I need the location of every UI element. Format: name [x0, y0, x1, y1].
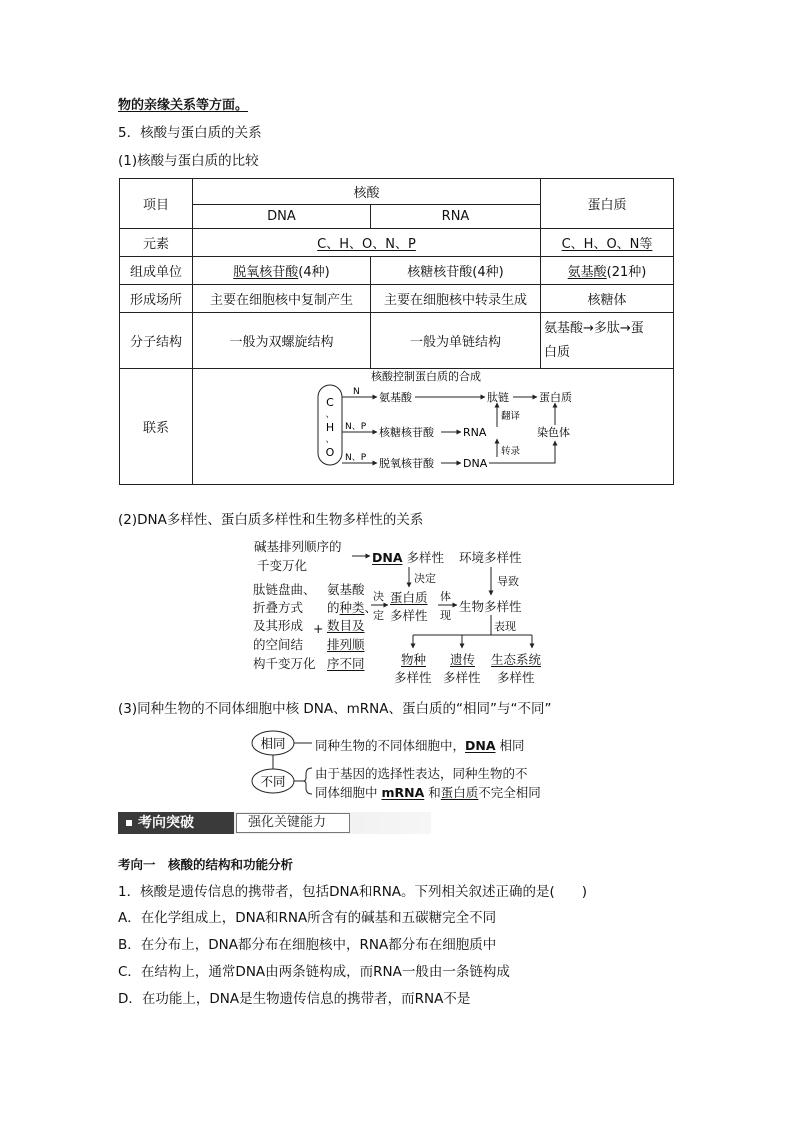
div-decide: 决定: [414, 572, 436, 585]
unit-dna: 脱氧核苷酸: [233, 265, 299, 280]
div-lead: 导致: [497, 575, 519, 588]
row-link-label: 联系: [120, 369, 193, 485]
question-stem: 1．核酸是遗传信息的携带者，包括DNA和RNA。下列相关叙述正确的是( ): [118, 884, 588, 900]
node-peptide: 肽链: [487, 391, 509, 404]
diff-brace: [303, 768, 312, 794]
div-fold-3: 及其形成: [253, 618, 304, 633]
header-item: 项目: [120, 179, 193, 229]
row-site-label: 形成场所: [120, 285, 193, 313]
div-base-2: 千变万化: [257, 558, 308, 573]
link-title: 核酸控制蛋白质的合成: [371, 370, 481, 383]
row-elem-label: 元素: [120, 229, 193, 257]
div-embody-1: 体: [440, 590, 451, 603]
div-prot-1: 蛋白质: [390, 590, 428, 605]
banner-square-icon: [126, 820, 132, 826]
struct-dna: 一般为双螺旋结构: [193, 313, 371, 369]
option-d[interactable]: D．在功能上，DNA是生物遗传信息的携带者，而RNA不是: [118, 991, 471, 1007]
banner-label: 考向突破: [138, 815, 194, 831]
div-species-2: 多样性: [394, 670, 432, 685]
div-genetic-2: 多样性: [443, 670, 481, 685]
sub3-title: (3)同种生物的不同体细胞中核 DNA、mRNA、蛋白质的“相同”与“不同”: [118, 701, 552, 717]
div-dna: DNA: [372, 550, 403, 565]
label-np-1: N、P: [345, 422, 367, 432]
struct-protein-2: 白质: [544, 344, 571, 360]
cho-c: C: [326, 396, 334, 409]
elem-protein: C、H、O、N等: [561, 237, 653, 252]
div-dna-tail: 多样性: [402, 550, 444, 565]
node-ribo: 核糖核苷酸: [379, 426, 434, 439]
row-unit-label: 组成单位: [120, 257, 193, 285]
label-transcribe: 转录: [501, 446, 521, 457]
section5-title: 5．核酸与蛋白质的关系: [118, 125, 262, 141]
div-genetic-1: 遗传: [450, 652, 476, 667]
node-chromo: 染色体: [537, 426, 570, 439]
div-fold-5: 构千变万化: [253, 656, 316, 671]
node-rna: RNA: [463, 426, 487, 439]
topic1-title: 考向一 核酸的结构和功能分析: [118, 857, 294, 872]
elem-nucleic: C、H、O、N、P: [317, 237, 416, 252]
header-protein: 蛋白质: [541, 179, 674, 229]
div-show: 表现: [494, 620, 516, 633]
header-dna: DNA: [193, 205, 371, 229]
row-struct-label: 分子结构: [120, 313, 193, 369]
option-a[interactable]: A．在化学组成上，DNA和RNA所含有的碱基和五碳糖完全不同: [118, 910, 497, 926]
div-embody-2: 现: [440, 609, 451, 622]
div-aa-kind: 种类: [339, 600, 365, 615]
banner-sub: 强化关键能力: [248, 815, 327, 830]
node-deoxy: 脱氧核苷酸: [379, 457, 434, 470]
unit-protein-count: (21种): [606, 265, 647, 280]
header-nucleic: 核酸: [193, 179, 541, 205]
sub2-title: (2)DNA多样性、蛋白质多样性和生物多样性的关系: [118, 512, 424, 528]
div-aa-5: 序不同: [327, 656, 365, 671]
same-text: 同种生物的不同体细胞中，DNA 相同: [315, 738, 525, 753]
unit-protein: 氨基酸: [567, 265, 607, 280]
node-protein: 蛋白质: [539, 391, 572, 404]
site-rna: 主要在细胞核中转录生成: [371, 285, 541, 313]
node-dna: DNA: [463, 457, 488, 470]
unit-dna-count: (4种): [298, 265, 330, 280]
div-fold-2: 折叠方式: [253, 600, 304, 615]
diff-text-2: 同体细胞中 mRNA 和蛋白质不完全相同: [315, 785, 541, 800]
node-amino: 氨基酸: [379, 391, 412, 404]
struct-rna: 一般为单链结构: [371, 313, 541, 369]
diff-protein: 蛋白质: [440, 785, 479, 800]
div-base-1: 碱基排列顺序的: [254, 539, 342, 554]
diff-mrna: mRNA: [381, 785, 425, 800]
div-plus: +: [313, 621, 324, 636]
div-decide-v2: 定: [373, 609, 384, 622]
sub1-title: (1)核酸与蛋白质的比较: [118, 153, 259, 169]
site-protein: 核糖体: [541, 285, 674, 313]
cho-sep-2: 、: [325, 435, 335, 445]
cho-sep-1: 、: [325, 410, 335, 420]
label-np-2: N、P: [345, 453, 367, 463]
div-fold-1: 肽链盘曲、: [253, 582, 316, 597]
intro-tail: 物的亲缘关系等方面。: [118, 98, 249, 113]
div-aa-4: 排列顺: [327, 637, 365, 652]
div-aa-2: 的种类、: [327, 600, 378, 615]
diff-label: 不同: [260, 774, 286, 789]
label-translate: 翻译: [501, 411, 521, 422]
div-species-1: 物种: [401, 652, 427, 667]
div-eco-1: 生态系统: [491, 652, 542, 667]
same-label: 相同: [260, 736, 286, 751]
div-aa-3: 数目及: [327, 618, 365, 633]
header-rna: RNA: [371, 205, 541, 229]
section-banner: [118, 812, 431, 834]
div-prot-2: 多样性: [390, 608, 428, 623]
div-env: 环境多样性: [459, 550, 522, 565]
div-decide-v1: 决: [373, 590, 384, 603]
option-c[interactable]: C．在结构上，通常DNA由两条链构成，而RNA一般由一条链构成: [118, 964, 510, 980]
unit-rna: 核糖核苷酸(4种): [371, 257, 541, 285]
diff-text-1: 由于基因的选择性表达，同种生物的不: [315, 766, 528, 781]
same-dna: DNA: [465, 738, 496, 753]
cho-o: O: [325, 446, 335, 459]
div-bio: 生物多样性: [459, 599, 522, 614]
label-n: N: [353, 387, 360, 397]
site-dna: 主要在细胞核中复制产生: [193, 285, 371, 313]
cho-h: H: [325, 421, 335, 434]
div-fold-4: 的空间结: [253, 637, 304, 652]
option-b[interactable]: B．在分布上，DNA都分布在细胞核中，RNA都分布在细胞质中: [118, 937, 497, 953]
div-eco-2: 多样性: [497, 670, 535, 685]
struct-protein-1: 氨基酸→多肽→蛋: [544, 320, 644, 336]
div-aa-1: 氨基酸: [327, 582, 365, 597]
